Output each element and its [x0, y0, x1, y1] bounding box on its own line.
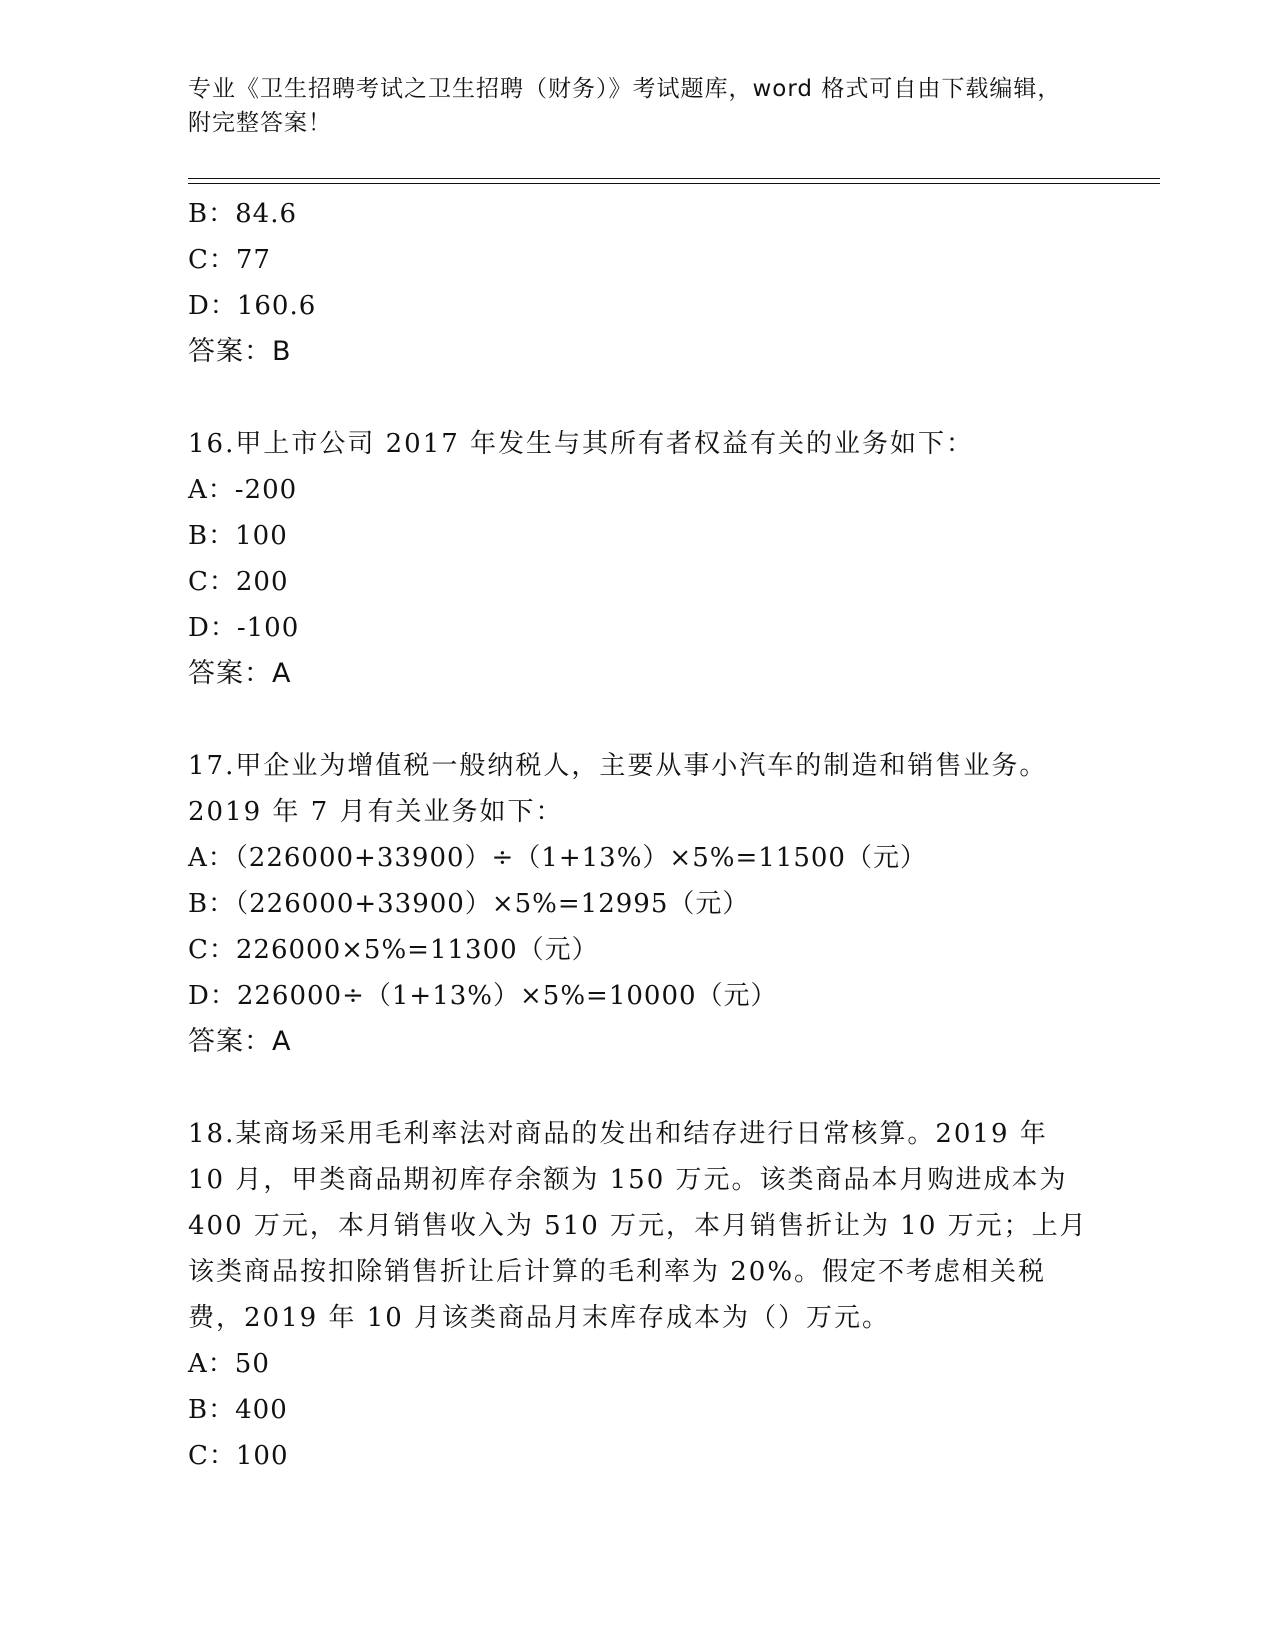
- question-text-line: 18.某商场采用毛利率法对商品的发出和结存进行日常核算。2019 年: [188, 1119, 1048, 1149]
- question-list: [188, 191, 1088, 1479]
- question-18: [188, 1111, 1088, 1479]
- header-divider-bottom: [188, 183, 1160, 184]
- option-d: D：226000÷（1+13%）×5%=10000（元）: [188, 981, 778, 1011]
- option-c: C：100: [188, 1441, 289, 1471]
- option-c: C：200: [188, 567, 289, 597]
- option-b: B：100: [188, 521, 288, 551]
- header-divider-top: [188, 178, 1160, 179]
- option-c: C：226000×5%=11300（元）: [188, 935, 599, 965]
- question-text-line: 17.甲企业为增值税一般纳税人，主要从事小汽车的制造和销售业务。: [188, 751, 1048, 781]
- option-a: A：50: [188, 1349, 270, 1379]
- option-b: B：84.6: [188, 199, 297, 229]
- question-text-line: 2019 年 7 月有关业务如下：: [188, 797, 564, 827]
- option-a: A：（226000+33900）÷（1+13%）×5%=11500（元）: [188, 843, 927, 873]
- question-gap: [188, 697, 1068, 743]
- question-text-line: 该类商品按扣除销售折让后计算的毛利率为 20%。假定不考虑相关税: [188, 1257, 1047, 1287]
- option-d: D：160.6: [188, 291, 317, 321]
- answer-label: 答案：B: [188, 336, 292, 367]
- answer-label: 答案：A: [188, 658, 292, 689]
- option-b: B：（226000+33900）×5%=12995（元）: [188, 889, 750, 919]
- option-d: D：-100: [188, 613, 300, 643]
- question-gap: [188, 1065, 1068, 1111]
- question-text-line: 10 月，甲类商品期初库存余额为 150 万元。该类商品本月购进成本为: [188, 1165, 1068, 1195]
- question-text-line: 400 万元，本月销售收入为 510 万元，本月销售折让为 10 万元；上月: [188, 1211, 1088, 1241]
- option-c: C：77: [188, 245, 271, 275]
- option-a: A：-200: [188, 475, 298, 505]
- question-gap: [188, 375, 1068, 421]
- question-17: [188, 743, 1068, 1065]
- question-16: [188, 421, 1068, 697]
- question-text: 16.甲上市公司 2017 年发生与其所有者权益有关的业务如下：: [188, 429, 975, 459]
- answer-label: 答案：A: [188, 1026, 292, 1057]
- question-15-tail: [188, 191, 1068, 375]
- document-header: 专业《卫生招聘考试之卫生招聘（财务）》考试题库，word 格式可自由下载编辑，附完整答案！: [188, 76, 1062, 136]
- question-text-line: 费，2019 年 10 月该类商品月末库存成本为（）万元。: [188, 1303, 891, 1333]
- option-b: B：400: [188, 1395, 288, 1425]
